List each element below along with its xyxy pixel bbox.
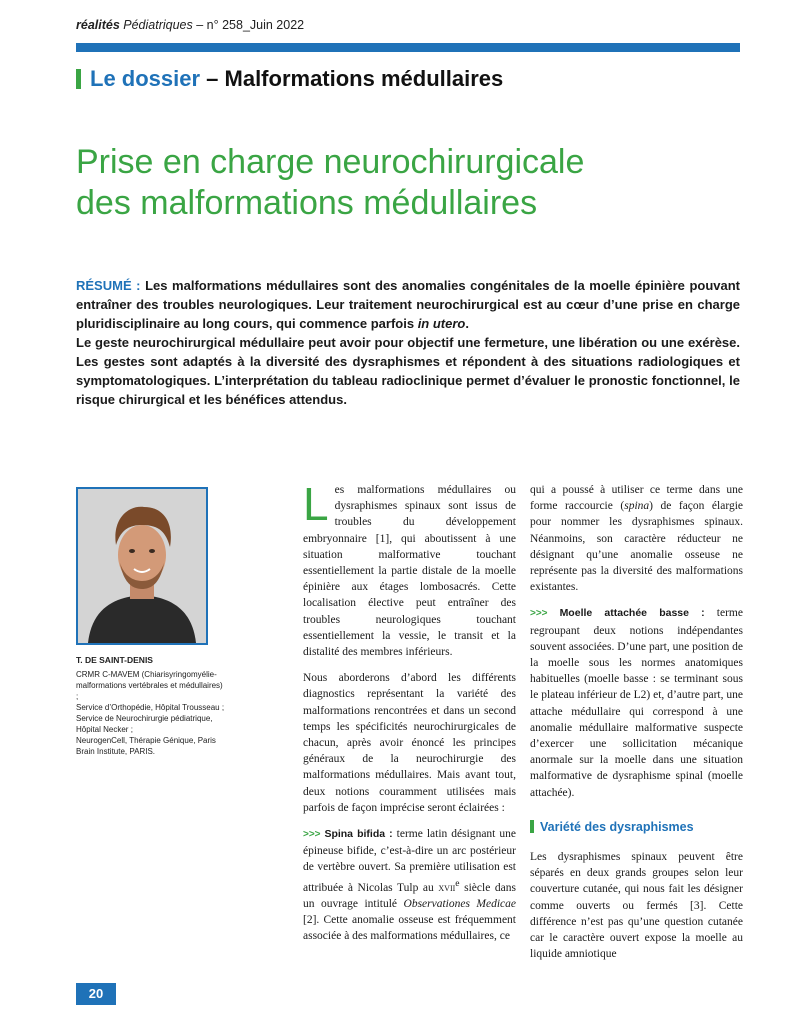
- abstract-label: RÉSUMÉ :: [76, 278, 141, 293]
- section-topic: – Malformations médullaires: [200, 66, 504, 91]
- drop-cap: L: [303, 478, 329, 530]
- section-dossier-label: Le dossier: [90, 66, 201, 91]
- running-header: [76, 18, 304, 32]
- author-photo: [76, 487, 208, 645]
- author-block: [76, 655, 226, 757]
- moelle-attachee-paragraph: [530, 605, 743, 800]
- journal-name: Pédiatriques: [123, 18, 193, 32]
- journal-brand: réalités: [76, 18, 120, 32]
- century-numeral: xvii: [438, 881, 456, 894]
- author-name: T. DE SAINT-DENIS: [76, 655, 153, 665]
- subheading-marker: [530, 820, 534, 833]
- subheading-text: Variété des dysraphismes: [540, 819, 694, 834]
- subheading-variete: [530, 819, 743, 835]
- author-affiliation-3: Service de Neurochirurgie pédiatrique, Hôpital Necker ;: [76, 714, 213, 734]
- section-marker: [76, 69, 81, 89]
- abstract-paragraph-2: Le geste neurochirurgical médullaire peut avoir pour objectif une fermeture, une libération ou une exérèse. Les gestes sont adaptés à la diversité des dysraphismes et répondent à des situations radiologiques et symptomatologiques. L’interprétation du tableau radioclinique permet d’évaluer le pronostic fonctionnel, le risque chirurgical et les bénéfices attendus.: [76, 335, 740, 407]
- article-title-line-1: Prise en charge neurochirurgicale: [76, 143, 585, 181]
- abstract-text-1-end: .: [465, 316, 469, 331]
- text-column-3: [530, 482, 743, 972]
- abstract: [76, 276, 740, 409]
- abstract-paragraph-1: [76, 276, 740, 333]
- article-title-line-2: des malformations médullaires: [76, 184, 538, 222]
- intro-text: es malformations médullaires ou dysraphismes spinaux sont issus de troubles du développement embryonnaire [1], qui aboutissent à une situation malformative touchant essentiellement la partie distale de la moelle épinière aux étages lombosacrés. Cette localisation élective peut entraîner des troubles neurologiques touchant essentiellement la vessie, le transit et la distalité des membres inférieurs.: [303, 484, 516, 659]
- spina-continued-text-b: ) de façon élargie pour nommer les dysraphismes spinaux. Néanmoins, son caractère réducteur ne désignant qu’une anomalie osseuse ne représente pas la diversité des malformations existantes.: [530, 500, 744, 594]
- spina-bifida-paragraph: [303, 826, 516, 944]
- author-affiliation-1: CRMR C-MAVEM (Chiarisyringomyélie-malformations vertébrales et médullaires) ;: [76, 670, 223, 701]
- spina-bifida-text-b: siècle dans un ouvrage intitulé: [303, 881, 516, 910]
- book-title: Observationes Medicae: [403, 897, 516, 910]
- journal-issue: – n° 258_Juin 2022: [192, 18, 305, 32]
- section-title: [76, 66, 503, 92]
- intro-paragraph: [303, 478, 516, 660]
- term-moelle-attachee: Moelle attachée basse :: [559, 607, 705, 620]
- abstract-text-1: Les malformations médullaires sont des anomalies congénitales de la moelle épinière pouvant entraîner des troubles neurologiques. Leur traitement neurochirurgical est au cœur d’une prise en charge pluridisciplinaire au long cours, qui commence parfois: [76, 278, 740, 331]
- spina-bifida-text: terme latin désignant une épineuse bifide, c’est-à-dire un arc postérieur de vertèbre ouvert. Sa première utilisation est attribuée à Nicolas Tulp au: [303, 828, 516, 894]
- arrow-marker: >>>: [303, 829, 325, 841]
- spina-continued-text: qui a poussé à utiliser ce terme dans une forme raccourcie (: [530, 484, 743, 513]
- author-affiliation-4: NeurogenCell, Thérapie Génique, Paris Brain Institute, PARIS.: [76, 736, 216, 756]
- spina-continued-paragraph: [530, 482, 743, 595]
- dysraphismes-paragraph: Les dysraphismes spinaux peuvent être séparés en deux grands groupes selon leur couverture cutanée, qui nous fait les désigner comme ouverts ou fermés [3]. Cette différence n’est pas qu’une question cutanée car le caractère ouvert expose la moelle au liquide amniotique: [530, 851, 743, 961]
- plan-paragraph: Nous aborderons d’abord les différents diagnostics représentant la variété des malformations rencontrées et dans un second temps les spécificités neurochirurgicales de chacun, après avoir énoncé les principes généraux de la neurochirurgie des malformations médullaires. Mais avant tout, deux notions couramment utilisées mais parfois de façon imprécise seront éclairées :: [303, 672, 516, 814]
- term-spina-bifida: Spina bifida :: [324, 828, 393, 841]
- arrow-marker: >>>: [530, 608, 560, 620]
- moelle-attachee-text: terme regroupant deux notions indépendantes souvent associées. D’une part, une position de la moelle sous les normes anatomiques habituelles (moelle basse : se terminant sous le plateau inférieur de L2) et, d’autre part, une attache médullaire qui correspond à une anomalie médullaire malformative suspecte d’exercer une sollicitation mécanique anormale sur la moelle dans une situation malformative de dysraphisme spinal (moelle attachée).: [530, 607, 743, 799]
- spina-bifida-text-c: [2]. Cette anomalie osseuse est fréquemment associée à des malformations médullaires, ce: [303, 913, 516, 943]
- author-affiliation-2: Service d’Orthopédie, Hôpital Trousseau ;: [76, 703, 225, 712]
- article-title: [76, 142, 740, 224]
- author-portrait-image: [78, 489, 206, 643]
- spina-italic: spina: [624, 500, 650, 513]
- century-superscript: e: [455, 877, 460, 889]
- text-column-2: [303, 478, 516, 954]
- page-number: 20: [76, 983, 116, 1005]
- header-rule: [76, 43, 740, 52]
- abstract-italic: in utero: [417, 316, 466, 331]
